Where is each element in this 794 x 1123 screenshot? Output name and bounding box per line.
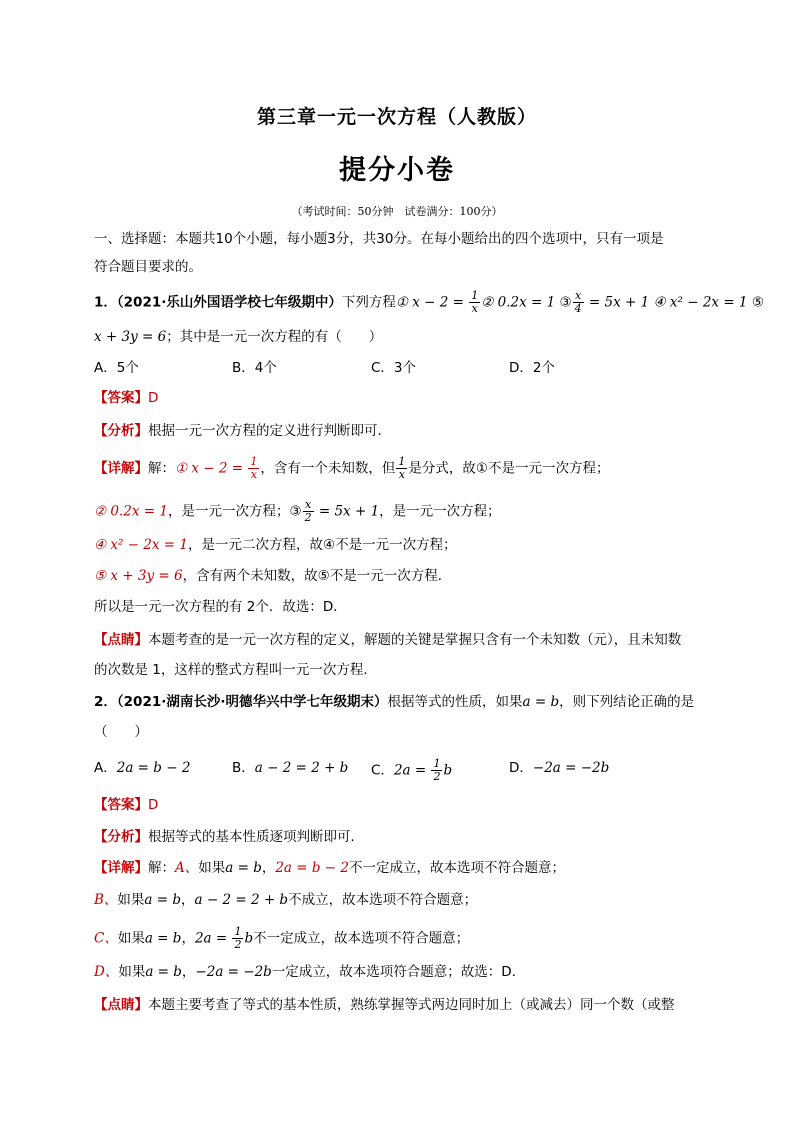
comment-tag: 【点睛】 [94,632,148,648]
q2-stem [94,692,694,712]
q1-detail-3 [94,535,457,555]
q1-stem-line2 [94,327,382,347]
q1-eq3-mark: ③ [559,294,572,311]
detail-eq: = 5x + 1 [314,503,380,520]
detail-text: ，是一元一次方程； [379,503,501,520]
detail-text: ③ [289,503,302,520]
q1-detail-2 [94,499,501,524]
q1-option-a: A．5个 [94,360,139,376]
detail-fraction: $\frac{1}{x}$ [398,455,406,481]
analysis-tag: 【分析】 [94,829,148,845]
q1-comment-1 [94,630,681,650]
section-heading-line2: 符合题目要求的。 [94,259,202,275]
analysis-tag: 【分析】 [94,423,148,439]
q1-eq2: ② 0.2x = 1 [481,294,556,311]
q1-eq1: ① x − 2 = [395,294,469,311]
q2-stem-eq: a = b [522,694,560,710]
q1-comment-2: 的次数是 1，这样的整式方程叫一元一次方程． [94,662,377,678]
detail-text: 是分式，故①不是一元一次方程； [408,460,610,477]
q2-option-a: A．2a = b − 2 [94,760,191,776]
answer-tag: 【答案】 [94,390,148,406]
comment-text: 本题主要考查了等式的基本性质，熟练掌握等式两边同时加上（或减去）同一个数（或整 [148,997,675,1013]
detail-text: ，是一元二次方程，故④不是一元一次方程； [188,537,457,553]
q2-detail-c: C、如果a = b，2a = $\frac{1}{2}$ b不一定成立，故本选项不符合题意； [94,925,470,951]
analysis-text: 根据等式的基本性质逐项判断即可． [148,829,364,845]
detail-text: ，含有一个未知数，但 [260,460,396,477]
q1-detail-4 [94,566,451,586]
q2-detail-d: D、如果a = b，−2a = −2b一定成立，故本选项符合题意；故选：D． [94,964,526,980]
q1-conclusion: 所以是一元一次方程的有 2个．故选：D． [94,599,347,615]
comment-tag: 【点睛】 [94,997,148,1013]
comment-text: 本题考查的是一元一次方程的定义，解题的关键是掌握只含有一个未知数（元），且未知数 [148,632,682,648]
answer-value: D [148,797,159,813]
q1-source: （2021·乐山外国语学校七年级期中） [116,294,342,311]
q1-answer [94,388,158,408]
q1-eq5-mark: ⑤ [751,294,764,311]
q1-eq5: x + 3y = 6 [94,329,167,345]
detail-text: ，是一元一次方程； [167,503,290,520]
chapter-title: 第三章一元一次方程（人教版） [256,106,537,128]
q2-comment-1 [94,995,675,1015]
q2-number: 2． [94,694,117,710]
q2-paren: （ ） [94,724,148,740]
q1-number: 1． [94,294,117,311]
q1-option-d: D．2个 [509,360,555,376]
detail-tag: 【详解】 [94,860,148,876]
answer-tag: 【答案】 [94,797,148,813]
q2-source: （2021·湖南长沙·明德华兴中学七年级期末） [116,694,388,710]
q1-analysis [94,421,391,441]
paper-subtitle: 提分小卷 [339,155,455,186]
q2-stem-text: ，则下列结论正确的是 [559,694,695,710]
detail-eq: ④ x² − 2x = 1 [94,537,188,553]
q1-intro: 下列方程 [341,294,396,311]
detail-eq: ① x − 2 = [175,460,248,477]
q1-detail-1 [94,456,610,481]
q1-question: ；其中是一元一次方程的有（ ） [166,329,383,345]
detail-fraction: $\frac{1}{x}$ [250,455,258,481]
section-heading-line1: 一、选择题：本题共10个小题，每小题3分，共30分。在每小题给出的四个选项中，只有一项是 [94,231,664,247]
q2-option-d: D．−2a = −2b [509,760,610,776]
q2-analysis [94,827,364,847]
detail-eq: ⑤ x + 3y = 6 [94,568,183,584]
exam-info: （考试时间：50分钟 试卷满分：100分） [291,205,503,218]
detail-fraction: $\frac{x}{2}$ [304,498,312,524]
detail-text: ，含有两个未知数，故⑤不是一元一次方程． [182,568,452,584]
q2-option-b: B．a − 2 = 2 + b [232,760,349,776]
q1-option-b: B．4个 [232,360,277,376]
q2-detail-a: 【详解】解：A、如果a = b，2a = b − 2不一定成立，故本选项不符合题意； [94,860,566,876]
q1-eq4: ④ x² − 2x = 1 [653,294,748,311]
detail-eq: ② 0.2x = 1 [94,503,168,520]
q2-detail-b: B、如果a = b，a − 2 = 2 + b不成立，故本选项不符合题意； [94,892,478,908]
answer-value: D [148,390,159,406]
q1-eq1-fraction: $\frac{1}{x}$ [471,289,479,315]
q2-stem-text: 根据等式的性质，如果 [387,694,523,710]
q1-eq3: = 5x + 1 [584,294,650,311]
q2-option-c: C．2a = $\frac{1}{2}$ b [371,757,453,783]
detail-tag: 【详解】 [94,460,148,477]
detail-text: 解： [148,460,175,477]
analysis-text: 根据一元一次方程的定义进行判断即可． [148,423,391,439]
q1-option-c: C．3个 [371,360,417,376]
q2-answer [94,795,158,815]
q1-eq3-fraction: $\frac{x}{4}$ [574,289,582,315]
q1-stem [94,290,764,315]
